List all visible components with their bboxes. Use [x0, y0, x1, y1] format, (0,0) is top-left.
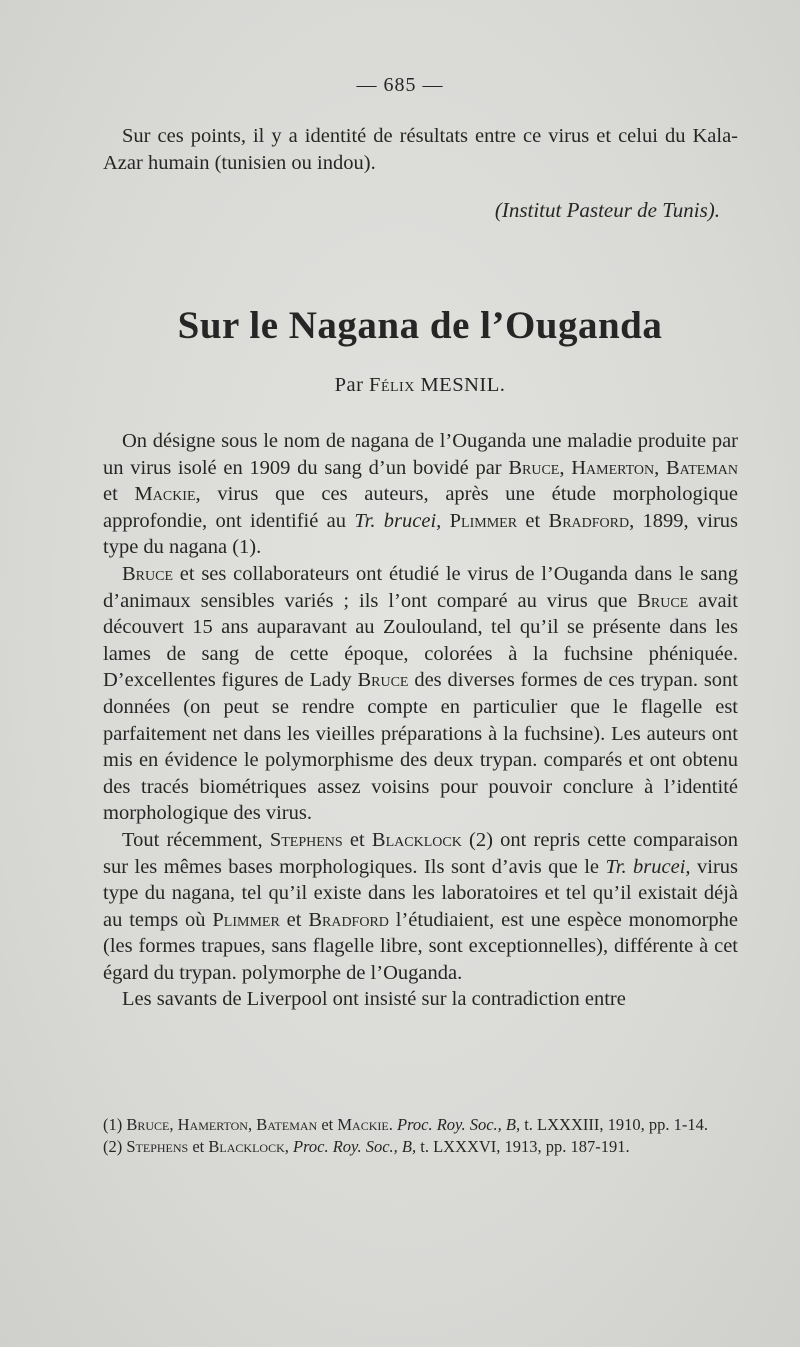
intro-section [103, 123, 738, 176]
species-name: Tr. brucei, [354, 509, 442, 532]
text-run: et [103, 483, 135, 506]
author-ref: Bruce [122, 562, 174, 585]
article-title: Sur le Nagana de l’Ouganda [177, 304, 663, 347]
journal-name: Proc. Roy. Soc., B, [293, 1137, 417, 1156]
text-run: t. LXXXVI, 1913, pp. 187-191. [416, 1137, 630, 1156]
text-run: et [517, 509, 549, 532]
text-run: On désigne sous le nom de nagana de l’Ouganda une maladie produite par un virus isolé en 1909 du sang d’un bovidé par [103, 430, 738, 479]
author-ref: Hamerton [571, 456, 655, 479]
text-run: , [247, 1115, 257, 1134]
text-run: et [317, 1115, 338, 1134]
species-name: Tr. brucei, [605, 855, 691, 878]
text-run: , [169, 1115, 178, 1134]
text-run: . [388, 1115, 397, 1134]
text-run: (2) ont repris cette comparaison sur les mêmes bases morphologiques. Ils sont d’avis que le [103, 828, 738, 878]
page-number: — 685 — [356, 74, 444, 96]
intro-paragraph: Sur ces points, il y a identité de résultats entre ce virus et celui du Kala-Azar humain (tunisien ou indou). [103, 125, 738, 174]
author-ref: Bruce [357, 669, 409, 692]
author-ref: Mackie [337, 1115, 389, 1134]
article-body [103, 428, 738, 1013]
text-run: et [342, 828, 372, 851]
author-ref: Stephens [269, 828, 343, 851]
author-ref: Mackie [134, 483, 196, 506]
author-ref: Blacklock [371, 828, 462, 851]
footnote-mark: (2) [103, 1137, 127, 1156]
author-ref: Bruce [637, 589, 689, 612]
author-ref: Bruce [508, 456, 560, 479]
author-ref: Bradford [308, 908, 389, 931]
author-name: Félix MESNIL. [369, 374, 506, 396]
author-ref: Plimmer [212, 908, 280, 931]
text-run: t. LXXXIII, 1910, pp. 1-14. [520, 1115, 708, 1134]
text-run: , 1899, virus type du nagana (1). [103, 509, 739, 559]
text-run: avait découvert 15 ans auparavant au Zoulouland, tel qu’il se présente dans les lames de sang de cette époque, colorées à la fuchsine phéniquée. D’excellentes figures de Lady [103, 589, 739, 692]
byline-prefix: Par [334, 374, 364, 396]
author-ref: Hamerton [177, 1115, 248, 1134]
text-run: et [188, 1137, 209, 1156]
byline [0, 374, 800, 397]
author-ref: Bruce [126, 1115, 170, 1134]
footnote-2 [103, 1136, 755, 1158]
author-ref: Bateman [665, 456, 738, 479]
author-ref: Plimmer [449, 509, 518, 532]
text-run: , virus que ces auteurs, après une étude morphologique approfondie, ont identifié au [103, 483, 738, 532]
author-ref: Stephens [126, 1137, 189, 1156]
text-run: Tout récemment, [122, 828, 270, 851]
author-ref: Bateman [256, 1115, 318, 1134]
text-run: et [279, 908, 309, 931]
paragraph-2 [103, 561, 738, 827]
text-run: virus type du nagana, tel qu’il existe dans les laboratoires et tel qu’il existait déjà au temps où [103, 855, 738, 931]
text-run: , [559, 456, 572, 479]
text-run: des diverses formes de ces trypan. sont données (on peut se rendre compte en particulier que le flagelle est parfaitement net dans les vieilles préparations à la fuchsine). Les auteurs ont mis en évidence le polymorphisme des deux trypan. comparés et ont obtenu des tracés biométriques assez voisins pour pouvoir conclure à l’identité morphologique des virus. [103, 669, 739, 825]
journal-name: Proc. Roy. Soc., B, [396, 1115, 521, 1134]
text-run: , [654, 456, 666, 479]
footnote-1 [103, 1114, 755, 1136]
text-run [441, 510, 449, 532]
author-ref: Bradford [548, 509, 630, 532]
footnotes [103, 1114, 755, 1158]
institution-signature: (Institut Pasteur de Tunis). [494, 198, 720, 222]
text-run: et ses collaborateurs ont étudié le virus de l’Ouganda dans le sang d’animaux sensibles variés ; ils l’ont comparé au virus que [103, 562, 738, 612]
text-run: , [284, 1137, 293, 1156]
paragraph-3 [103, 827, 738, 987]
paragraph-4: Les savants de Liverpool ont insisté sur la contradiction entre [122, 988, 626, 1011]
author-ref: Blacklock [208, 1137, 285, 1156]
text-run: l’étudiaient, est une espèce monomorphe (les formes trapues, sans flagelle libre, sont exceptionnelles), différente à cet égard du trypan. polymorphe de l’Ouganda. [103, 908, 738, 984]
paragraph-1 [103, 428, 738, 561]
footnote-mark: (1) [103, 1115, 127, 1134]
